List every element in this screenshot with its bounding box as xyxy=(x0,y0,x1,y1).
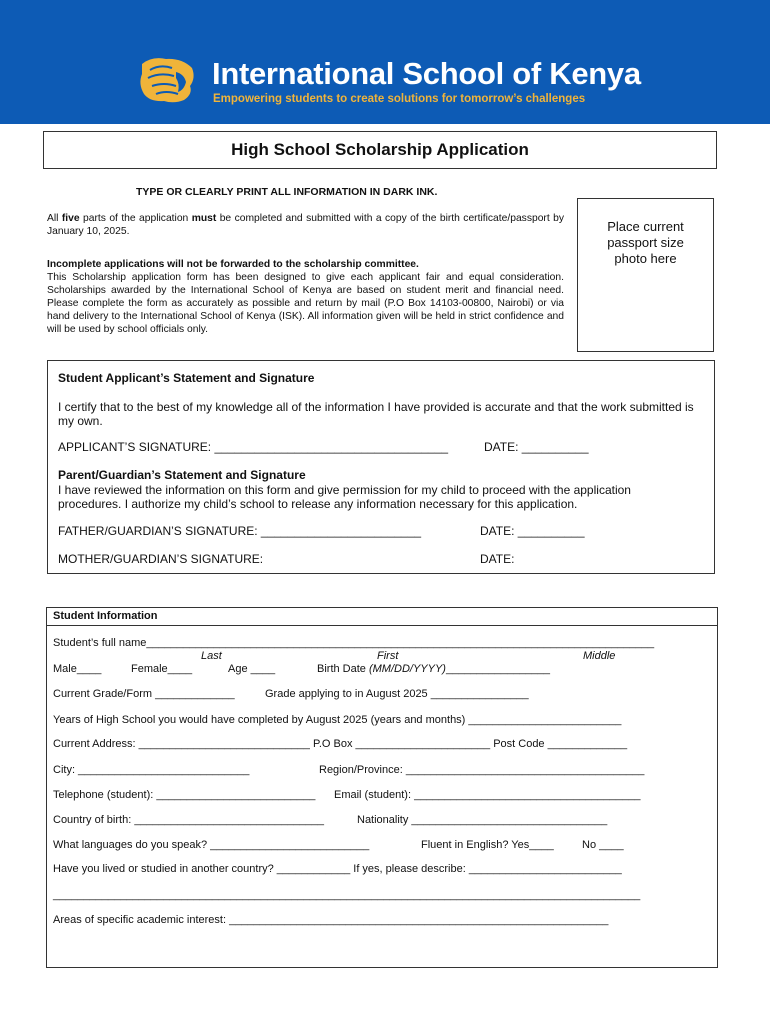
birth-date-format: (MM/DD/YYYY) xyxy=(368,663,446,675)
applicant-statement-heading: Student Applicant’s Statement and Signature xyxy=(58,371,315,385)
first-name-label: First xyxy=(377,650,399,662)
applicant-signature-field[interactable]: APPLICANT’S SIGNATURE: ___________________________________ xyxy=(58,440,449,454)
nationality-field[interactable]: Nationality ________________________________ xyxy=(357,814,608,826)
intro-text-run: be completed and submitted with a copy of the birth certificate/passport by January 10, 2025. xyxy=(47,213,564,237)
years-high-school-field[interactable]: Years of High School you would have completed by August 2025 (years and months) _________________________ xyxy=(53,714,622,726)
intro-paragraph-2: This Scholarship application form has been designed to give each applicant fair and equal consideration. Scholarships awarded by the International School of Kenya are based on student merit and financial need. Please complete the form as accurately as possible and return by mail (P.O Box 14103-00800, Nairobi) or via hand delivery to the International School of Kenya (ISK). All information given will be held in strict confidence and will be used by school officials only. xyxy=(47,272,564,335)
school-tagline: Empowering students to create solutions for tomorrow’s challenges xyxy=(213,93,586,105)
middle-name-label: Middle xyxy=(583,650,616,662)
intro-emphasis: must xyxy=(191,213,217,224)
applicant-statement-text: I certify that to the best of my knowledge all of the information I have provided is accurate and that the work submitted is my own. xyxy=(58,400,694,428)
intro-text xyxy=(47,212,564,336)
intro-paragraph-1 xyxy=(47,212,564,238)
birth-date-label: Birth Date xyxy=(317,663,369,675)
intro-text-run: All xyxy=(47,213,62,224)
lived-abroad-field[interactable]: Have you lived or studied in another country? ____________ If yes, please describe: _________________________ xyxy=(53,863,622,875)
lion-head-icon xyxy=(138,56,196,104)
male-field[interactable]: Male____ xyxy=(53,663,102,675)
school-name: International School of Kenya xyxy=(212,56,641,91)
photo-placeholder[interactable] xyxy=(577,198,714,352)
incomplete-warning: Incomplete applications will not be forwarded to the scholarship committee. xyxy=(47,259,419,270)
birth-date-line: _________________ xyxy=(445,663,550,675)
email-field[interactable]: Email (student): _____________________________________ xyxy=(334,789,641,801)
form-title: High School Scholarship Application xyxy=(43,131,717,169)
last-name-label: Last xyxy=(201,650,222,662)
region-field[interactable]: Region/Province: _______________________________________ xyxy=(319,764,645,776)
birth-date-field[interactable] xyxy=(317,663,550,675)
photo-placeholder-label: Place current passport size photo here xyxy=(607,219,684,266)
header-banner xyxy=(0,0,770,124)
father-date-field[interactable]: DATE: __________ xyxy=(480,524,585,538)
student-info-header xyxy=(47,608,717,626)
academic-interest-field[interactable]: Areas of specific academic interest: ______________________________________________________________ xyxy=(53,914,609,926)
telephone-field[interactable]: Telephone (student): __________________________ xyxy=(53,789,316,801)
current-address-field[interactable]: Current Address: ____________________________ P.O Box ______________________ Post Code _____________ xyxy=(53,738,628,750)
applicant-date-field[interactable]: DATE: __________ xyxy=(484,440,589,454)
current-grade-field[interactable]: Current Grade/Form _____________ xyxy=(53,688,235,700)
country-of-birth-field[interactable]: Country of birth: _______________________________ xyxy=(53,814,324,826)
grade-applying-field[interactable]: Grade applying to in August 2025 ________________ xyxy=(265,688,529,700)
languages-field[interactable]: What languages do you speak? __________________________ xyxy=(53,839,370,851)
city-field[interactable]: City: ____________________________ xyxy=(53,764,250,776)
parent-statement-heading: Parent/Guardian’s Statement and Signature xyxy=(58,468,306,482)
father-signature-field[interactable]: FATHER/GUARDIAN’S SIGNATURE: ________________________ xyxy=(58,524,422,538)
parent-statement-text-2: procedures. I authorize my child’s school to release any information necessary for this application. xyxy=(58,497,578,511)
intro-text-run: parts of the application xyxy=(79,213,192,224)
student-information-section xyxy=(46,607,718,968)
student-info-heading: Student Information xyxy=(53,610,158,622)
description-blank-line[interactable]: ________________________________________________________________________________________________ xyxy=(53,889,641,901)
mother-signature-field[interactable]: MOTHER/GUARDIAN’S SIGNATURE: xyxy=(58,552,264,566)
intro-emphasis: five xyxy=(61,213,80,224)
full-name-field[interactable]: Student’s full name___________________________________________________________________________________ xyxy=(53,637,655,649)
age-field[interactable]: Age ____ xyxy=(228,663,276,675)
mother-date-field[interactable]: DATE: xyxy=(480,552,515,566)
female-field[interactable]: Female____ xyxy=(131,663,193,675)
fluent-english-no-field[interactable]: No ____ xyxy=(582,839,624,851)
statement-section xyxy=(47,360,715,574)
type-instruction: TYPE OR CLEARLY PRINT ALL INFORMATION IN DARK INK. xyxy=(136,186,438,198)
parent-statement-text-1: I have reviewed the information on this form and give permission for my child to proceed with the application xyxy=(58,483,631,497)
fluent-english-yes-field[interactable]: Fluent in English? Yes____ xyxy=(421,839,554,851)
